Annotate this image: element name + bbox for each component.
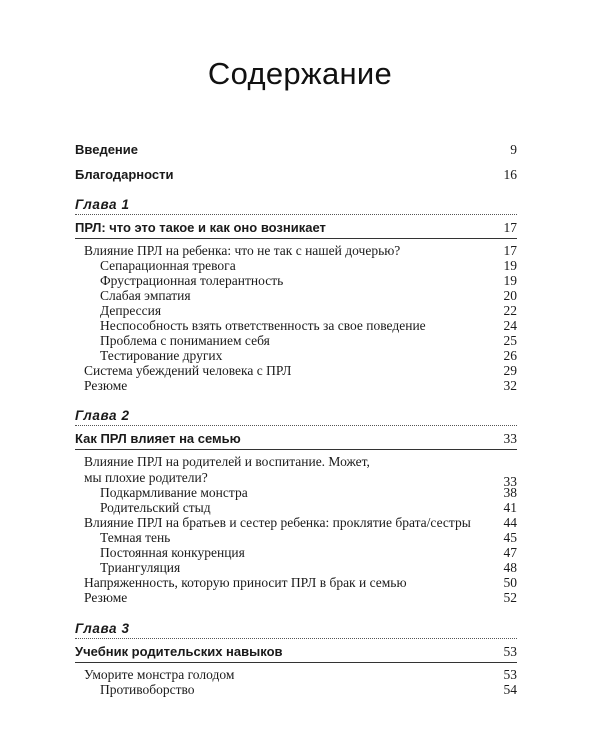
toc-entry-page: 29 [503,363,517,378]
toc-entry-label: Подкармливание монстра [100,485,248,500]
toc-entry-acknowledgements[interactable] [75,167,517,187]
toc-entry-label: Влияние ПРЛ на родителей и воспитание. Может, мы плохие родители? [84,454,370,485]
toc-entry-page: 26 [503,348,517,363]
toc-entry-label: Триангуляция [100,560,181,575]
toc-entry-label: Тестирование других [100,348,223,363]
toc-entry-label: Напряженность, которую приносит ПРЛ в брак и семью [84,575,407,590]
toc-entry-label: Фрустрационная толерантность [100,273,284,288]
toc-entry[interactable] [84,590,517,610]
toc-entry-label: Благодарности [75,167,174,182]
toc-entry-label: ПРЛ: что это такое и как оно возникает [75,220,326,235]
toc-entry-page: 17 [503,243,517,258]
toc-entry-label: Резюме [84,378,128,393]
chapter-title-underline [75,238,517,239]
toc-entry-page: 48 [503,560,517,575]
toc-entry-label: Как ПРЛ влияет на семью [75,431,241,446]
toc-entry-page: 38 [503,485,517,500]
page-title: Содержание [207,56,393,91]
toc-entry-label: Неспособность взять ответственность за свое поведение [100,318,426,333]
toc-entry-page: 19 [503,273,517,288]
toc-entry-label: Темная тень [100,530,171,545]
toc-entry-page: 17 [503,220,517,235]
toc-entry-label: Слабая эмпатия [100,288,191,303]
toc-entry-page: 44 [503,515,517,530]
toc-subentry[interactable] [100,682,517,702]
toc-entry-label: Влияние ПРЛ на ребенка: что не так с нашей дочерью? [84,243,401,258]
chapter-divider [75,638,517,639]
chapter-heading: Глава 1 [75,197,130,212]
toc-entry-page: 19 [503,258,517,273]
toc-entry-page: 16 [503,167,517,182]
toc-entry-page: 47 [503,545,517,560]
toc-entry-label: Система убеждений человека с ПРЛ [84,363,292,378]
toc-entry-page: 20 [503,288,517,303]
chapter-heading: Глава 2 [75,408,130,423]
toc-entry-label: Проблема с пониманием себя [100,333,270,348]
toc-entry-label: Противоборство [100,682,195,697]
toc-entry-page: 24 [503,318,517,333]
toc-entry-page: 53 [503,644,517,659]
toc-entry-page: 25 [503,333,517,348]
toc-entry-page: 50 [503,575,517,590]
toc-entry-page: 32 [503,378,517,393]
toc-entry-label: Родительский стыд [100,500,211,515]
toc-chapter-title[interactable] [75,220,517,240]
toc-entry-page: 53 [503,667,517,682]
toc-entry-label: Постоянная конкуренция [100,545,245,560]
toc-entry-introduction[interactable] [75,142,517,162]
toc-entry-page: 41 [503,500,517,515]
toc-entry-page: 45 [503,530,517,545]
toc-entry-page: 9 [510,142,517,157]
chapter-title-underline [75,662,517,663]
toc-entry-label: Сепарационная тревога [100,258,236,273]
toc-entry-page: 52 [503,590,517,605]
toc-entry-label: Уморите монстра голодом [84,667,235,682]
chapter-divider [75,214,517,215]
chapter-divider [75,425,517,426]
toc-entry-page: 22 [503,303,517,318]
toc-entry[interactable] [84,378,517,398]
toc-entry-page: 33 [503,431,517,446]
toc-entry-page: 33 [503,474,517,489]
toc-chapter-title[interactable] [75,431,517,451]
toc-entry-label: Влияние ПРЛ на братьев и сестер ребенка: проклятие брата/сестры [84,515,471,530]
toc-chapter-title[interactable] [75,644,517,664]
toc-entry-label: Резюме [84,590,128,605]
toc-entry-label: Депрессия [100,303,162,318]
chapter-title-underline [75,449,517,450]
toc-entry-label: Учебник родительских навыков [75,644,283,659]
toc-entry-label: Введение [75,142,138,157]
chapter-heading: Глава 3 [75,621,130,636]
toc-entry-page: 54 [503,682,517,697]
